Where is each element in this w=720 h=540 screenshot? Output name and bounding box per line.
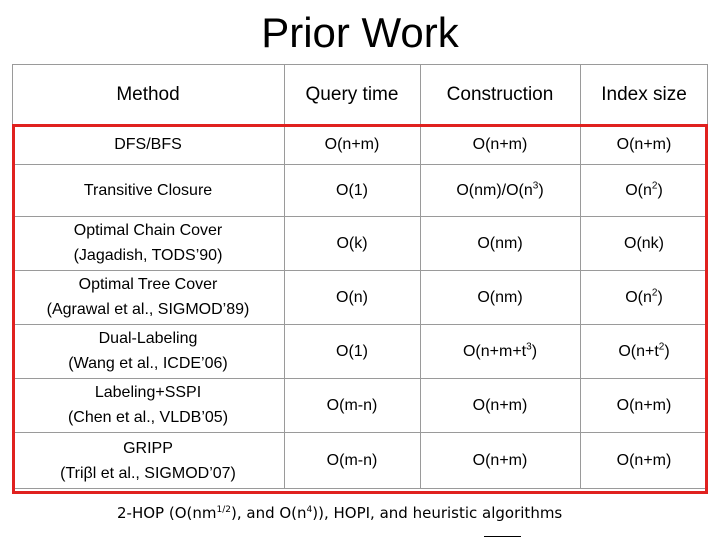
cell-text: (Chen et al., VLDB’05) <box>67 409 229 426</box>
cell-text: O(n+m) <box>472 396 528 414</box>
cell-text: (Triβl et al., SIGMOD’07) <box>60 464 236 482</box>
cell-construction <box>420 270 580 324</box>
header-method <box>12 64 284 124</box>
cell-index-size <box>580 216 708 270</box>
cell-query-time <box>284 216 420 270</box>
footer-note: 2-HOP ($O(nm^{1/2})$, and $O(n^4)$), HOPI, and heuristic algorithms <box>117 504 563 522</box>
cell-text: Construction <box>446 83 554 105</box>
cell-query-time <box>284 124 420 164</box>
cell-index-size <box>580 324 708 378</box>
cell-text: O(m-n) <box>326 396 378 414</box>
header-index-size <box>580 64 708 124</box>
underline-mark <box>484 536 521 537</box>
cell-construction <box>420 324 580 378</box>
cell-text: (Jagadish, TODS’90) <box>73 247 223 264</box>
cell-method <box>12 324 284 378</box>
cell-text: O(k) <box>336 234 368 252</box>
cell-query-time <box>284 270 420 324</box>
cell-text: $O(n+m+t^3)$ <box>462 341 538 360</box>
cell-text: Index size <box>601 83 687 105</box>
cell-text: O(nk) <box>624 234 664 252</box>
cell-construction <box>420 164 580 216</box>
cell-method <box>12 216 284 270</box>
cell-text: O(n+m) <box>324 135 380 153</box>
cell-text: O(n+m) <box>616 396 672 414</box>
cell-text: O(m-n) <box>326 452 378 469</box>
cell-text: O(nm) <box>477 288 523 306</box>
cell-text: DFS/BFS <box>114 135 182 153</box>
cell-text: $O(nm)/O(n^3)$ <box>456 180 544 199</box>
cell-text: O(n) <box>336 288 368 306</box>
cell-text: O(n+m) <box>472 452 528 469</box>
cell-text: Labeling+SSPI <box>94 384 202 401</box>
cell-text: $O(n^2)$ <box>625 287 663 306</box>
cell-text: GRIPP <box>123 439 173 457</box>
cell-query-time <box>284 324 420 378</box>
cell-text: O(1) <box>336 181 368 199</box>
cell-text: O(nm) <box>477 234 523 252</box>
cell-construction <box>420 432 580 489</box>
header-query-time <box>284 64 420 124</box>
cell-text: O(n+m) <box>616 135 672 153</box>
slide-title: Prior Work <box>261 9 459 56</box>
cell-construction <box>420 216 580 270</box>
cell-query-time <box>284 378 420 432</box>
cell-construction <box>420 378 580 432</box>
cell-text: (Agrawal et al., SIGMOD’89) <box>46 301 250 318</box>
cell-text: Optimal Tree Cover <box>78 276 218 293</box>
cell-index-size <box>580 124 708 164</box>
cell-method <box>12 124 284 164</box>
cell-method <box>12 164 284 216</box>
cell-text: Optimal Chain Cover <box>73 222 223 239</box>
cell-text: O(1) <box>336 342 368 360</box>
cell-query-time <box>284 432 420 489</box>
cell-text: O(n+m) <box>472 135 528 153</box>
cell-text: Transitive Closure <box>83 181 213 199</box>
cell-text: Method <box>116 83 180 105</box>
cell-method <box>12 432 284 489</box>
cell-text: $O(n^2)$ <box>625 180 663 199</box>
cell-text: O(n+m) <box>616 452 672 469</box>
cell-index-size <box>580 270 708 324</box>
cell-method <box>12 378 284 432</box>
cell-text: Query time <box>305 83 399 105</box>
cell-text: (Wang et al., ICDE’06) <box>68 355 228 372</box>
cell-index-size <box>580 164 708 216</box>
cell-query-time <box>284 164 420 216</box>
cell-index-size <box>580 378 708 432</box>
cell-method <box>12 270 284 324</box>
header-construction <box>420 64 580 124</box>
cell-text: $O(n+t^2)$ <box>618 341 670 360</box>
cell-text: Dual-Labeling <box>98 330 198 347</box>
cell-construction <box>420 124 580 164</box>
cell-index-size <box>580 432 708 489</box>
